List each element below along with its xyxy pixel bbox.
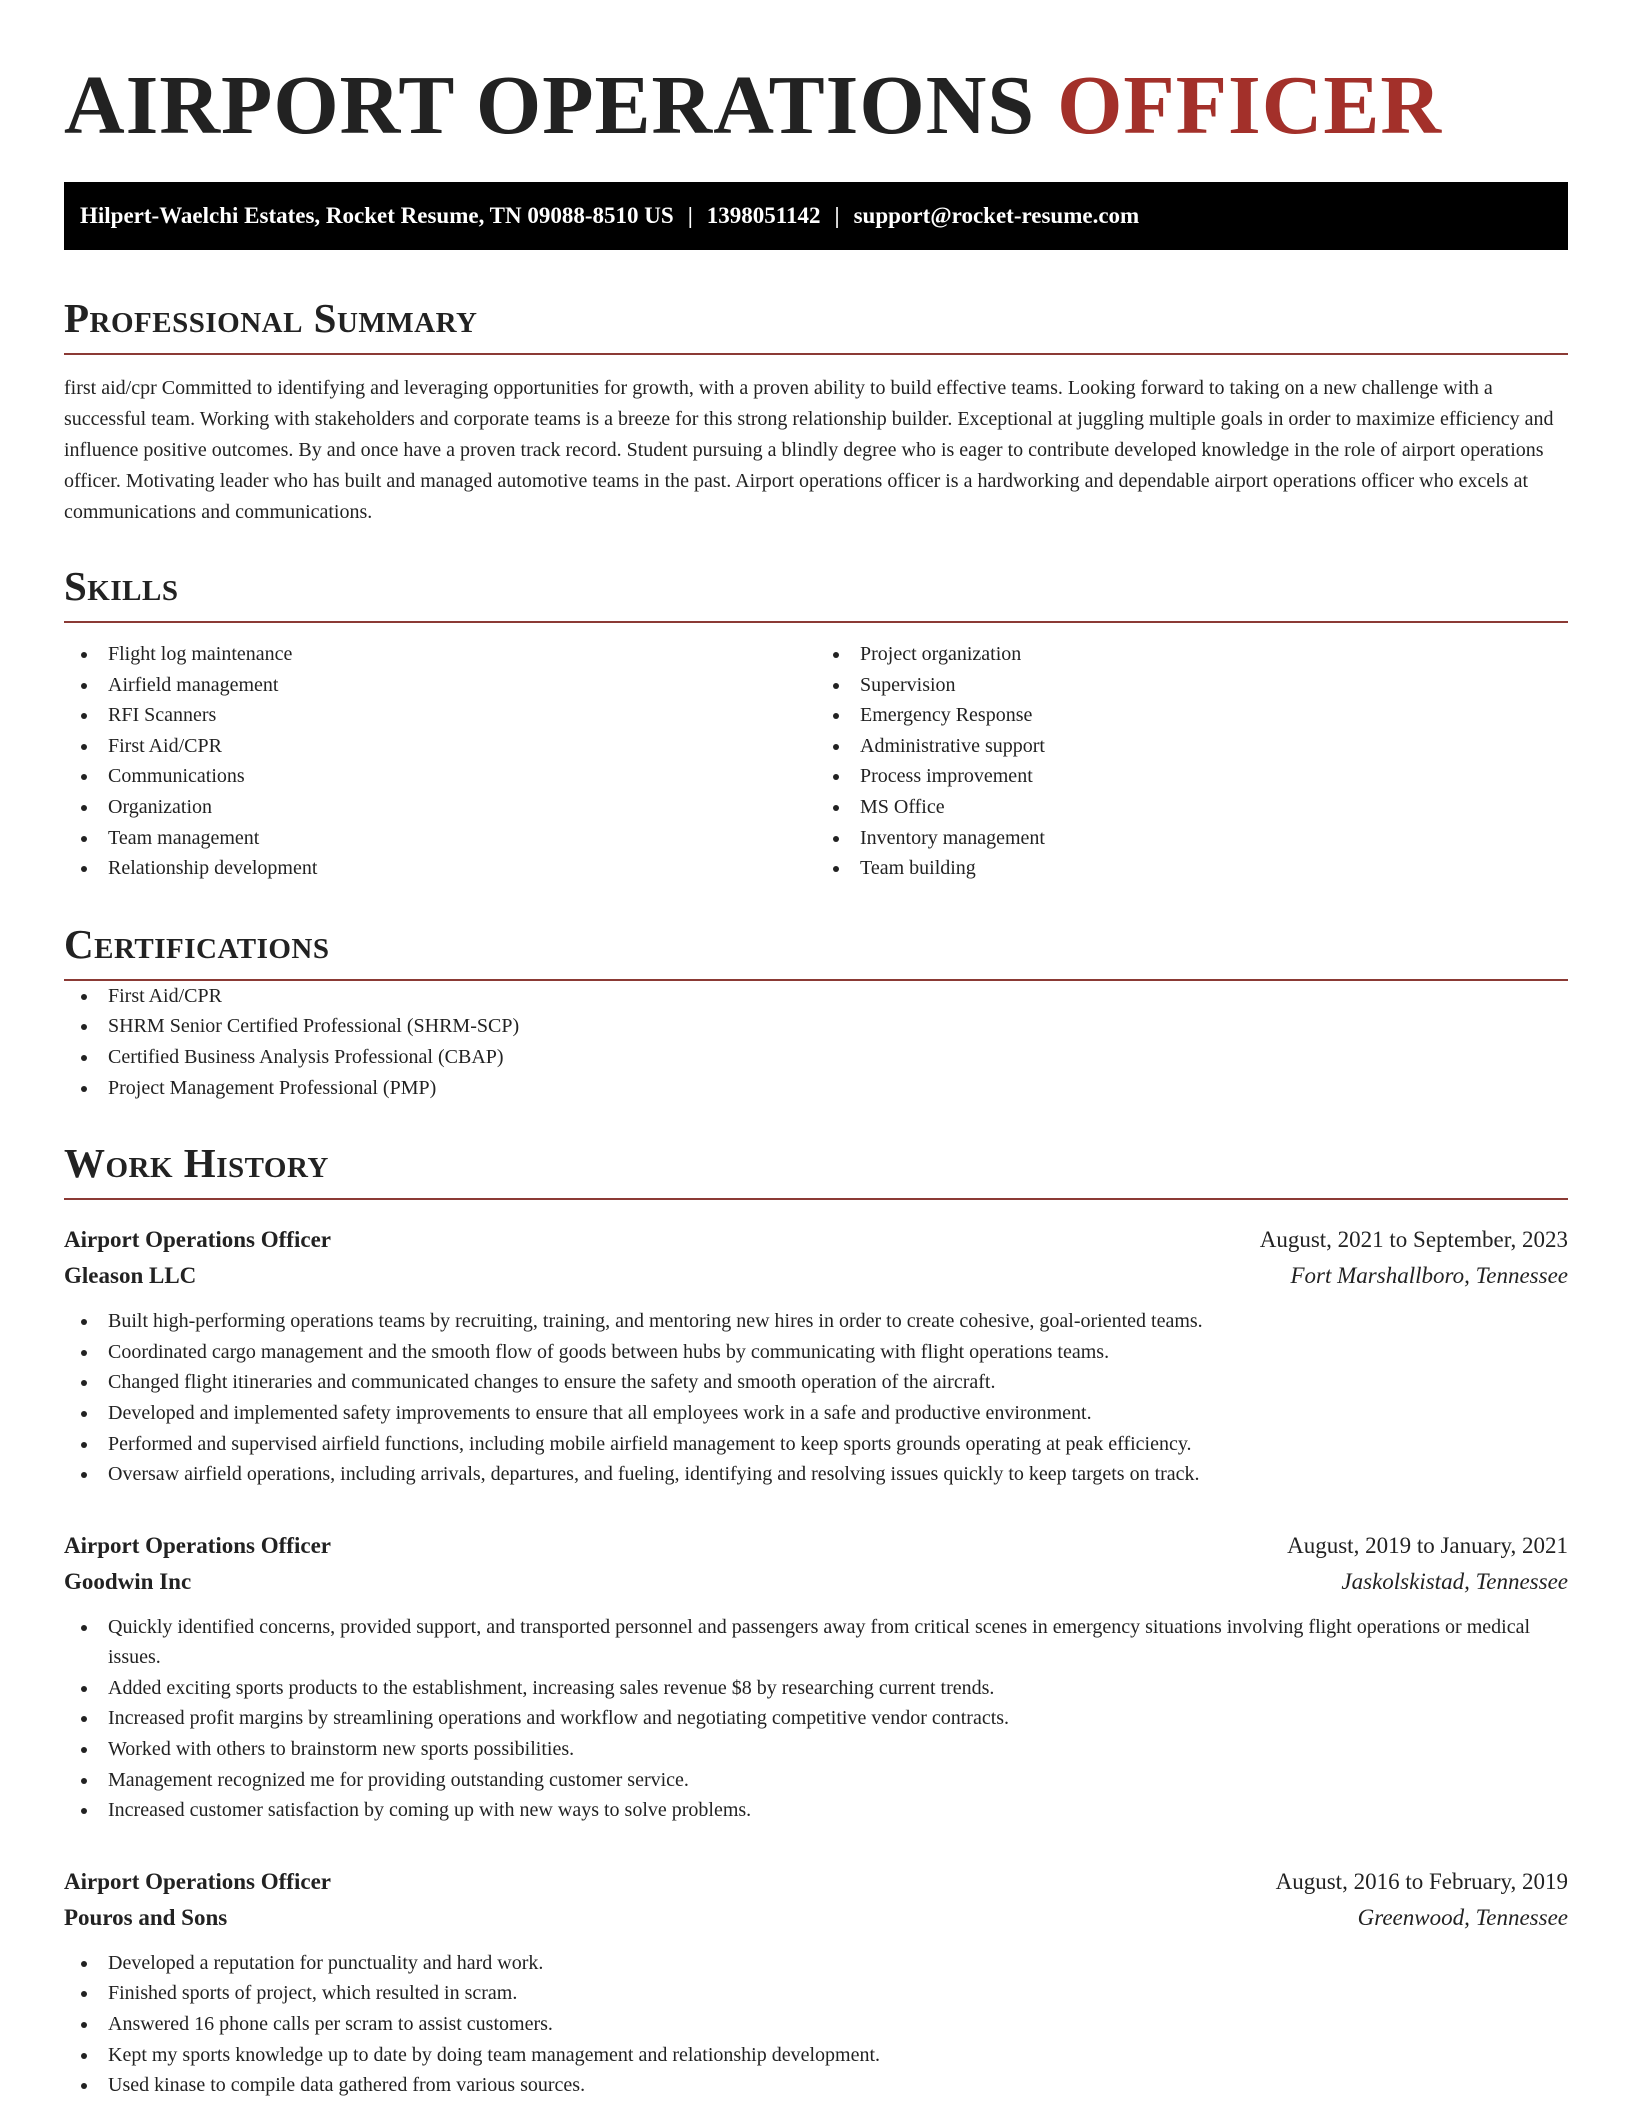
skill-item: Team building (816, 853, 1568, 884)
job-entry (64, 1528, 1568, 1826)
job-bullet: Increased profit margins by streamlining operations and workflow and negotiating competitive vendor contracts. (64, 1703, 1568, 1734)
job-bullet: Added exciting sports products to the establishment, increasing sales revenue $8 by researching current trends. (64, 1673, 1568, 1704)
certification-item: First Aid/CPR (64, 981, 1568, 1012)
job-title: Airport Operations Officer (64, 1227, 331, 1253)
job-bullet: Quickly identified concerns, provided support, and transported personnel and passengers away from critical scenes in emergency situations involving flight operations or medical issues. (64, 1612, 1568, 1673)
skill-item: Flight log maintenance (64, 639, 816, 670)
job-dates: August, 2021 to September, 2023 (1259, 1227, 1568, 1253)
contact-bar (64, 182, 1568, 250)
title-main: AIRPORT OPERATIONS (64, 59, 1036, 152)
job-company-row (64, 1258, 1568, 1294)
skill-item: Team management (64, 823, 816, 854)
job-bullet: Developed a reputation for punctuality and hard work. (64, 1948, 1568, 1979)
job-bullet: Answered 16 phone calls per scram to assist customers. (64, 2009, 1568, 2040)
job-company: Pouros and Sons (64, 1904, 228, 1930)
skill-item: Administrative support (816, 731, 1568, 762)
job-bullet: Worked with others to brainstorm new sports possibilities. (64, 1734, 1568, 1765)
job-dates: August, 2016 to February, 2019 (1275, 1868, 1568, 1894)
contact-address: Hilpert-Waelchi Estates, Rocket Resume, TN 09088-8510 US (80, 203, 674, 228)
job-bullet: Built high-performing operations teams by recruiting, training, and mentoring new hires in order to create cohesive, goal-oriented teams. (64, 1306, 1568, 1337)
job-entry (64, 1222, 1568, 1490)
summary-heading: Professional Summary (64, 298, 1568, 355)
skill-item: MS Office (816, 792, 1568, 823)
job-title: Airport Operations Officer (64, 1532, 331, 1558)
job-header-row (64, 1528, 1568, 1564)
work-history-heading: Work History (64, 1143, 1568, 1200)
skills-heading: Skills (64, 566, 1568, 623)
job-entry (64, 1864, 1568, 2101)
skill-item: Emergency Response (816, 700, 1568, 731)
skill-item: Relationship development (64, 853, 816, 884)
job-title: Airport Operations Officer (64, 1868, 331, 1894)
skill-item: Project organization (816, 639, 1568, 670)
certification-item: Project Management Professional (PMP) (64, 1073, 1568, 1104)
job-bullet: Finished sports of project, which resulted in scram. (64, 1978, 1568, 2009)
job-company: Gleason LLC (64, 1263, 197, 1289)
job-header-row (64, 1222, 1568, 1258)
job-bullet: Oversaw airfield operations, including arrivals, departures, and fueling, identifying and resolving issues quickly to keep targets on track. (64, 1459, 1568, 1490)
job-bullets (64, 1612, 1568, 1826)
skill-item: Supervision (816, 670, 1568, 701)
job-bullet: Increased customer satisfaction by coming up with new ways to solve problems. (64, 1795, 1568, 1826)
resume-title (64, 59, 1568, 152)
job-company: Goodwin Inc (64, 1568, 192, 1594)
job-company-row (64, 1900, 1568, 1936)
skill-item: First Aid/CPR (64, 731, 816, 762)
skill-item: Communications (64, 761, 816, 792)
job-location: Jaskolskistad, Tennessee (1341, 1568, 1568, 1594)
certification-item: Certified Business Analysis Professional (CBAP) (64, 1042, 1568, 1073)
job-bullet: Management recognized me for providing outstanding customer service. (64, 1765, 1568, 1796)
job-header-row (64, 1864, 1568, 1900)
job-location: Fort Marshallboro, Tennessee (1290, 1263, 1568, 1289)
job-bullet: Developed and implemented safety improvements to ensure that all employees work in a safe and productive environment. (64, 1398, 1568, 1429)
job-dates: August, 2019 to January, 2021 (1287, 1532, 1568, 1558)
skills-list-left (64, 639, 816, 884)
job-bullet: Coordinated cargo management and the smooth flow of goods between hubs by communicating with flight operations teams. (64, 1337, 1568, 1368)
skills-list-right (816, 639, 1568, 884)
contact-separator: | (834, 203, 840, 228)
job-bullet: Performed and supervised airfield functions, including mobile airfield management to keep sports grounds operating at peak efficiency. (64, 1429, 1568, 1460)
certifications-heading: Certifications (64, 924, 1568, 981)
job-location: Greenwood, Tennessee (1357, 1904, 1568, 1930)
contact-email: support@rocket-resume.com (853, 203, 1140, 228)
job-bullets (64, 1306, 1568, 1490)
skill-item: Airfield management (64, 670, 816, 701)
contact-phone: 1398051142 (706, 203, 821, 228)
skill-item: Inventory management (816, 823, 1568, 854)
job-bullet: Kept my sports knowledge up to date by doing team management and relationship development. (64, 2040, 1568, 2071)
contact-separator: | (687, 203, 693, 228)
job-bullets (64, 1948, 1568, 2101)
summary-text: first aid/cpr Committed to identifying and leveraging opportunities for growth, with a proven ability to build effective teams. Looking forward to taking on a new challenge with a successful team. Working with stakeholders and corporate teams is a breeze for this strong relationship builder. Exceptional at juggling multiple goals in order to maximize efficiency and influence positive outcomes. By and once have a proven track record. Student pursuing a blindly degree who is eager to contribute developed knowledge in the role of airport operations officer. Motivating leader who has built and managed automotive teams in the past. Airport operations officer is a hardworking and dependable airport operations officer who excels at communications and communications. (64, 377, 1554, 523)
skills-columns (64, 639, 1568, 884)
skill-item: Process improvement (816, 761, 1568, 792)
skill-item: RFI Scanners (64, 700, 816, 731)
job-bullet: Changed flight itineraries and communicated changes to ensure the safety and smooth operation of the aircraft. (64, 1367, 1568, 1398)
skill-item: Organization (64, 792, 816, 823)
job-company-row (64, 1564, 1568, 1600)
certifications-list (64, 981, 1568, 1103)
title-accent: OFFICER (1057, 59, 1443, 152)
job-bullet: Used kinase to compile data gathered from various sources. (64, 2070, 1568, 2101)
certification-item: SHRM Senior Certified Professional (SHRM-SCP) (64, 1011, 1568, 1042)
